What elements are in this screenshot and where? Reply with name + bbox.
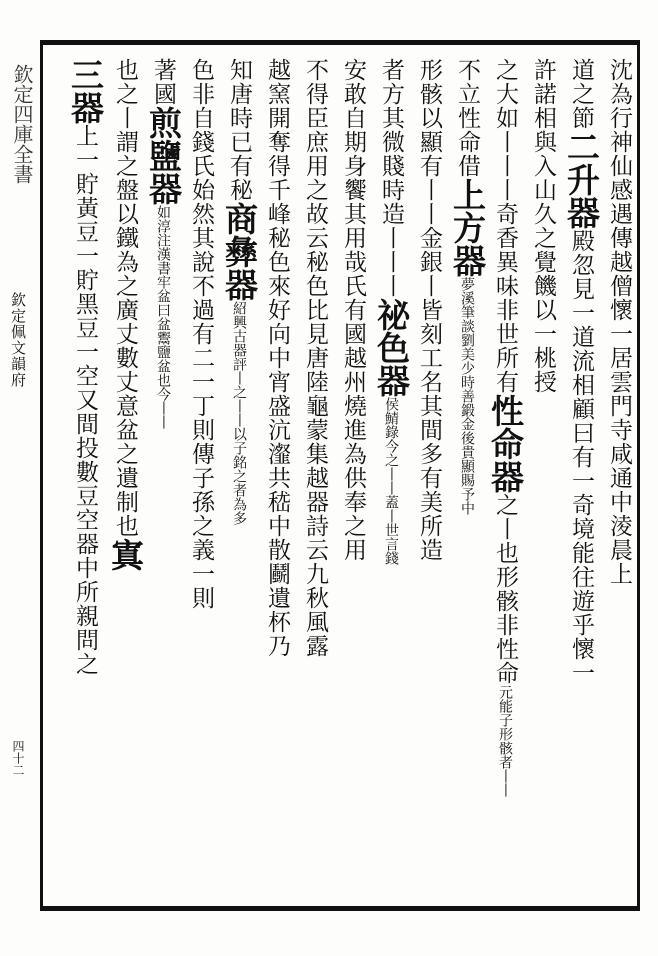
side-label: 欽定佩文韻府 (9, 292, 27, 388)
margin-title: 欽定四庫全書 (10, 64, 34, 184)
heading-zhi: 寘 (106, 538, 145, 571)
column-15 (66, 58, 104, 898)
column-10 (258, 58, 296, 898)
bottom-border (40, 906, 640, 911)
col11-text: 知唐時已有秘 (226, 58, 252, 202)
col5-note: 夢溪筆談劉美少時善鍛金後貴顯賜予中 (459, 277, 475, 515)
col14-text: 也 (112, 58, 138, 82)
heading-shang-fang-qi: 上方器 (448, 178, 487, 277)
col10-text: 越窯開奪得千峰秘色來好向中宵盛沆瀣共嵇中散鬬遺杯乃 (264, 58, 290, 658)
folio: 四十二 (11, 740, 25, 776)
top-border (40, 40, 640, 45)
col13-note: 如淳注漢書牢盆曰盆鬻鹽盆也今丨丨 (155, 205, 171, 429)
column-13 (144, 58, 182, 898)
col2-text: 道之節 (568, 58, 594, 130)
column-3 (524, 58, 562, 898)
column-2 (562, 58, 600, 898)
col8-text: 安敢自期身饗其用哉 (340, 58, 366, 274)
col1-text-b: 神仙感遇傳越僧懷一居雲門寺咸通中淩晨上 (606, 130, 632, 586)
column-6 (410, 58, 448, 898)
heading-jian-yan-qi: 煎鹽器 (144, 106, 183, 205)
col6-text: 形骸以顯 (416, 58, 442, 154)
col8-text-b: 氏有國越州燒進為供奉之用 (340, 274, 366, 562)
col3-text: 許諾相與入山久之覺饑以一桃授 (530, 58, 556, 394)
col12-text-b: 然其說不過有二一丁則傳子孫之義一則 (188, 202, 214, 610)
column-14 (106, 58, 144, 898)
column-9 (296, 58, 334, 898)
column-4 (486, 58, 524, 898)
col12-text: 色非自錢氏始 (188, 58, 214, 202)
col4-note: 元能子形骸者丨丨 (497, 685, 513, 797)
column-7 (372, 58, 410, 898)
col14-text-b: 之丨謂之盤以鐵為之廣丈數丈意盆之遺制也 (112, 82, 138, 538)
heading-xing-ming-qi: 性命器 (486, 394, 525, 493)
column-8 (334, 58, 372, 898)
col15-text: 上一貯黃豆一貯黑豆一空又間投數豆空器中所親問之 (72, 124, 98, 676)
col2-text-b: 殿忽見一道流相顧曰有一奇境能往遊乎懷一 (568, 229, 594, 685)
col5-text: 不立性命借 (454, 58, 480, 178)
col13-text: 著國 (150, 58, 176, 106)
column-1 (600, 58, 638, 898)
column-5 (448, 58, 486, 898)
column-11 (220, 58, 258, 898)
heading-san-qi: 三器 (66, 58, 105, 124)
col4-text: 之大如丨丨丨奇香異味非世所有 (492, 58, 518, 394)
col6-text-b: 有丨丨金銀丨皆刻工名其間多有美所造 (416, 154, 442, 562)
col9-text: 不得臣庶用之故云秘色比見唐陸龜蒙集越器詩云九秋風露 (302, 58, 328, 658)
heading-er-sheng-qi: 二升器 (562, 130, 601, 229)
col4-text-b: 之丨也形骸非性命 (492, 493, 518, 685)
heading-mi-se-qi: 祕色器 (372, 298, 411, 397)
left-border (40, 40, 43, 911)
col1-text: 沈為行 (606, 58, 632, 130)
col7-text: 者方其微賤時造丨丨丨 (378, 58, 404, 298)
column-12 (182, 58, 220, 898)
col11-note: 紹興古器評丨之丨丨以子銘之者為多 (231, 301, 247, 525)
col7-note: 侯鯖錄今之丨丨蓋丨世言錢 (383, 397, 399, 565)
heading-shang-yi-qi: 商彝器 (220, 202, 259, 301)
